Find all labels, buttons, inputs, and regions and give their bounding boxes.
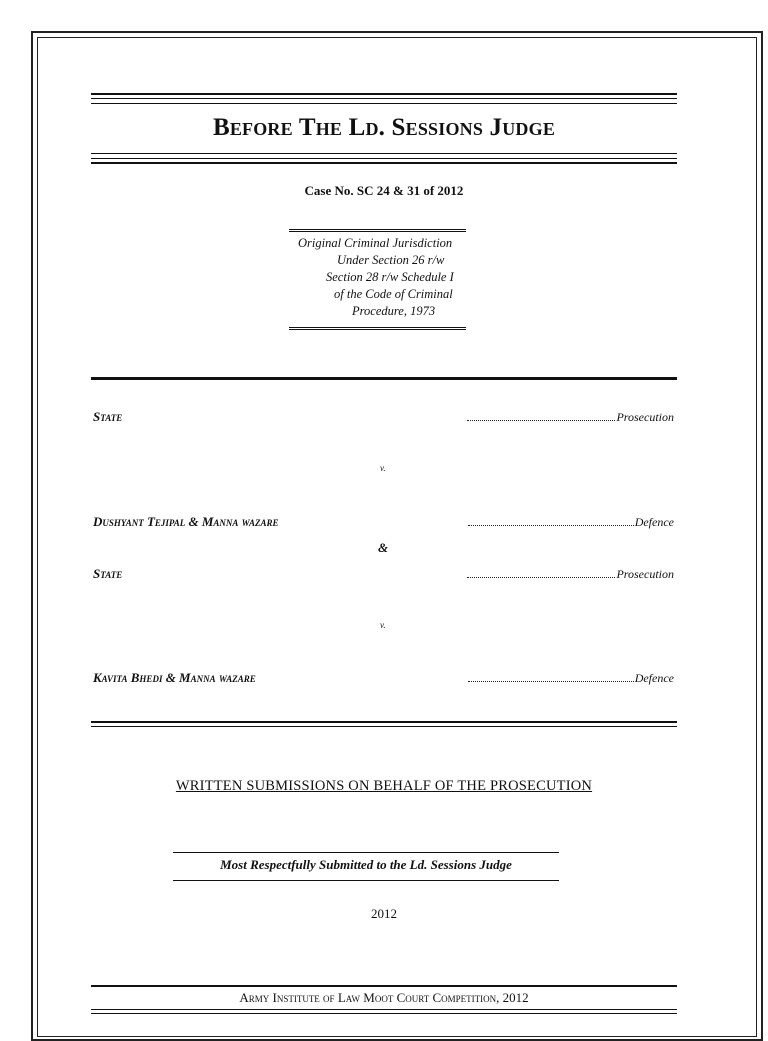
versus-label: v. — [380, 463, 386, 473]
rule — [91, 158, 677, 159]
rule — [91, 162, 677, 164]
rule — [91, 98, 677, 99]
rule — [91, 721, 677, 723]
party-role: Prosecution — [467, 566, 674, 582]
footer-text: Army Institute of Law Moot Court Competition, 2012 — [239, 990, 529, 1005]
party-role: Prosecution — [467, 409, 674, 425]
party-name: Dushyant Tejipal & Manna wazare — [93, 514, 279, 529]
rule — [91, 985, 677, 987]
jurisdiction-line: Section 28 r/w Schedule I — [326, 270, 454, 284]
rule — [91, 103, 677, 104]
section-rule — [91, 377, 677, 380]
respectfully-text: Most Respectfully Submitted to the Ld. Sessions Judge — [220, 857, 512, 872]
jurisdiction-line: Procedure, 1973 — [352, 304, 436, 318]
jurisdiction-box — [289, 229, 466, 330]
rule — [91, 153, 677, 154]
respectfully-box — [173, 852, 559, 881]
party-role: Defence — [468, 670, 674, 686]
page-title: Before The Ld. Sessions Judge — [212, 114, 556, 141]
jurisdiction-line: Under Section 26 r/w — [337, 253, 445, 267]
party-name: State — [93, 566, 123, 581]
rule — [91, 1009, 677, 1010]
rule — [91, 1013, 677, 1014]
party-name: State — [93, 409, 123, 424]
versus-label: v. — [380, 620, 386, 630]
rule — [91, 726, 677, 727]
party-role: Defence — [468, 514, 674, 530]
jurisdiction-line: of the Code of Criminal — [334, 287, 453, 301]
year: 2012 — [371, 906, 397, 921]
submission-heading: WRITTEN SUBMISSIONS ON BEHALF OF THE PROSECUTION — [175, 778, 593, 794]
rule — [91, 93, 677, 95]
case-number: Case No. SC 24 & 31 of 2012 — [304, 183, 464, 198]
jurisdiction-line: Original Criminal Jurisdiction — [298, 236, 453, 250]
and-separator: & — [378, 540, 389, 555]
party-name: Kavita Bhedi & Manna wazare — [93, 670, 256, 685]
